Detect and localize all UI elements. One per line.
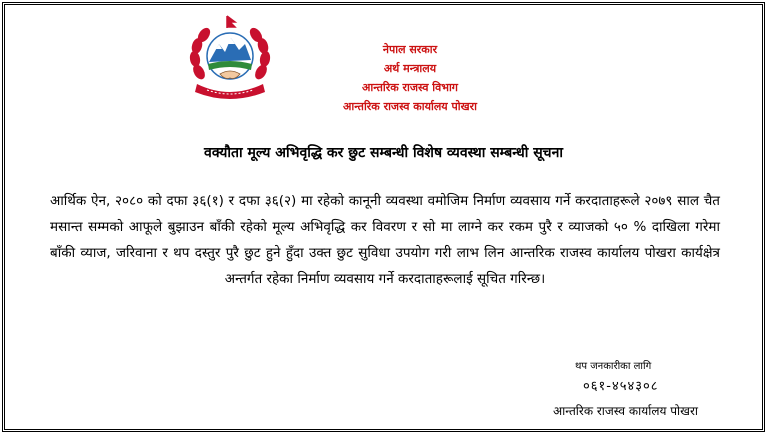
header-department-line: आन्तरिक राजस्व विभाग xyxy=(362,81,458,94)
notice-body: आर्थिक ऐन, २०८० को दफा ३६(१) र दफा ३६(२) मा रहेको कानूनी व्यवस्था वमोजिम निर्माण व्यवसाय गर्ने करदाताहरूले २०७९ साल चैत मसान्त सम्मको आफूले बुझाउन बाँकी रहेको मूल्य अभिवृद्धि कर विवरण र सो मा लाग्ने कर रकम पुरै र व्याजको ५० % दाखिला गरेमा बाँकी व्याज, जरिवाना र थप दस्तुर पुरै छुट हुने हुँदा उक्त छुट सुविधा उपयोग गरी लाभ लिन आन्तरिक राजस्व कार्यालय पोखरा कार्यक्षेत्र अन्तर्गत रहेका निर्माण व्यवसाय गर्ने करदाताहरूलाई सूचित गरिन्छ। xyxy=(50,193,720,287)
office-header xyxy=(310,40,510,116)
contact-phone: ०६१-४५४३०८ xyxy=(583,379,659,394)
header-ministry-line: अर्थ मन्त्रालय xyxy=(383,62,437,75)
nepal-government-emblem-icon xyxy=(185,14,275,104)
notice-title: वक्यौता मूल्य अभिवृद्धि कर छुट सम्बन्धी विशेष व्यवस्था सम्बन्धी सूचना xyxy=(204,145,563,161)
contact-label: थप जनकारीका लागि xyxy=(575,361,652,372)
header-country-line: नेपाल सरकार xyxy=(382,43,438,56)
emblem-graphic xyxy=(185,14,275,104)
header-office-line: आन्तरिक राजस्व कार्यालय पोखरा xyxy=(343,100,477,113)
contact-office: आन्तरिक राजस्व कार्यालय पोखरा xyxy=(553,404,698,418)
